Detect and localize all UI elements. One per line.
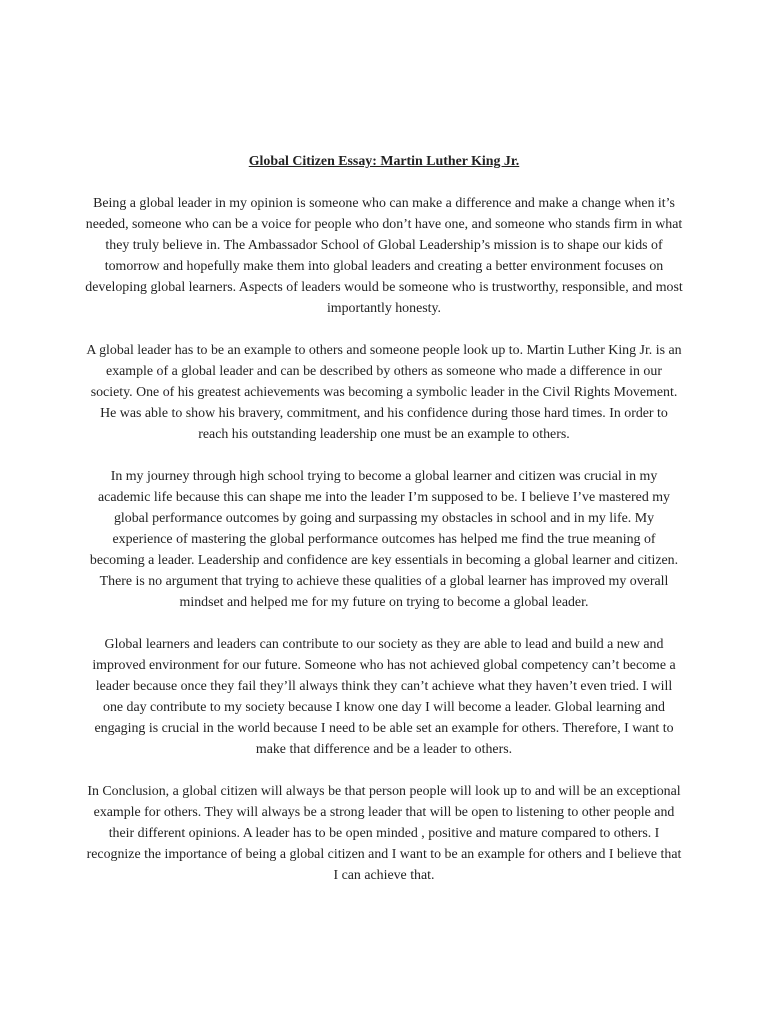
paragraph-high-school-journey: In my journey through high school trying to become a global learner and citizen was crucial in my academic life because this can shape me into the leader I’m supposed to be. I believe I’ve mastered my global performance outcomes by going and surpassing my obstacles in school and in my life. My experience of mastering the global performance outcomes has helped me find the true meaning of becoming a leader. Leadership and confidence are key essentials in becoming a global learner and citizen. There is no argument that trying to achieve these qualities of a global learner has improved my overall mindset and helped me for my future on trying to become a global leader.: [89, 469, 679, 610]
paragraph-martin-luther-king: A global leader has to be an example to others and someone people look up to. Martin Luther King Jr. is an example of a global leader and can be described by others as someone who made a difference in our society. One of his greatest achievements was becoming a symbolic leader in the Civil Rights Movement. He was able to show his bravery, commitment, and his confidence during those hard times. In order to reach his outstanding leadership one must be an example to others.: [86, 343, 682, 442]
paragraph-contribution-to-society: Global learners and leaders can contribute to our society as they are able to lead and build a new and improved environment for our future. Someone who has not achieved global competency can’t become a leader because once they fail they’ll always think they can’t achieve what they haven’t even tried. I will one day contribute to my society because I know one day I will become a leader. Global learning and engaging is crucial in the world because I need to be able set an example for others. Therefore, I want to make that difference and be a leader to others.: [92, 637, 676, 757]
essay-body: [84, 151, 684, 886]
essay-title: Global Citizen Essay: Martin Luther King Jr.: [248, 154, 520, 169]
paragraph-definition-of-global-leader: Being a global leader in my opinion is someone who can make a difference and make a change when it’s needed, someone who can be a voice for people who don’t have one, and someone who stands firm in what they truly believe in. The Ambassador School of Global Leadership’s mission is to shape our kids of tomorrow and hopefully make them into global leaders and creating a better environment focuses on developing global learners. Aspects of leaders would be someone who is trustworthy, responsible, and most importantly honesty.: [85, 196, 683, 316]
paragraph-conclusion: In Conclusion, a global citizen will always be that person people will look up to and will be an exceptional example for others. They will always be a strong leader that will be open to listening to other people and their different opinions. A leader has to be open minded , positive and mature compared to others. I recognize the importance of being a global citizen and I want to be an example for others and I believe that I can achieve that.: [86, 784, 682, 883]
